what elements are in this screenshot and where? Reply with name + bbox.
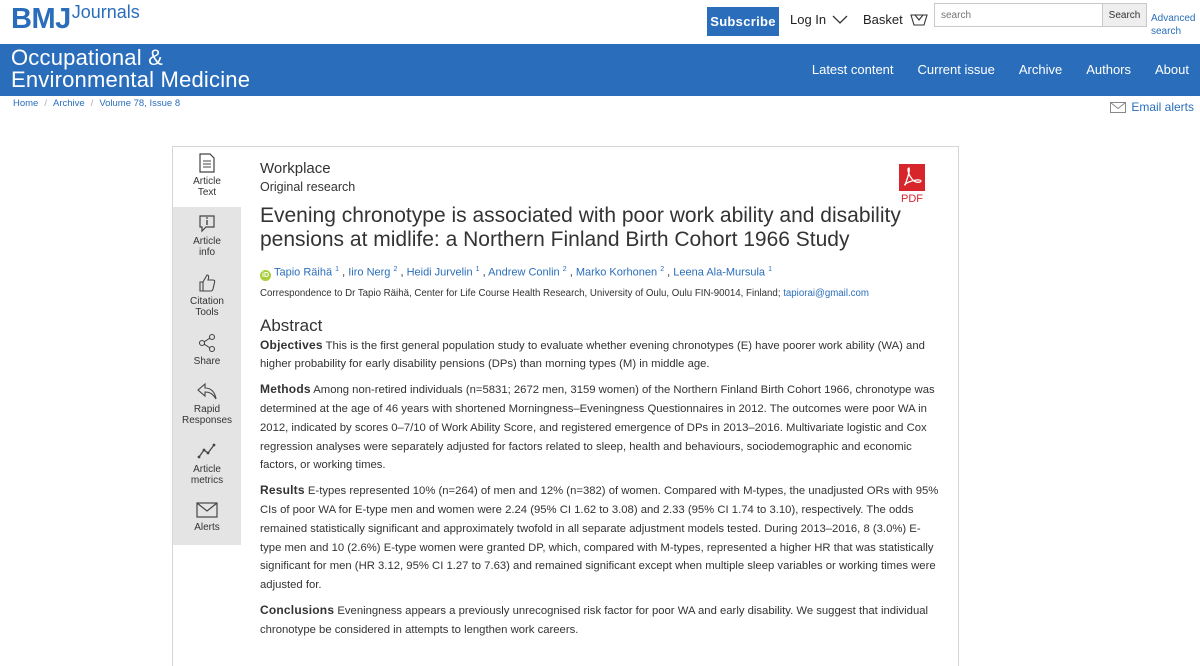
breadcrumb-archive[interactable]: Archive [52, 98, 85, 109]
conclusions-label: Conclusions [260, 603, 335, 618]
metrics-icon [197, 441, 217, 461]
tab-label-line2: Text [197, 187, 217, 198]
envelope-icon [196, 501, 218, 519]
tab-citation-tools[interactable] [173, 267, 241, 327]
nav-current-issue[interactable]: Current issue [917, 62, 995, 77]
chevron-down-icon [832, 15, 848, 25]
tab-label-line2: Responses [181, 415, 233, 426]
thumbs-up-icon [197, 273, 217, 293]
correspondence-text: Correspondence to Dr Tapio Räihä, Center for Life Course Health Research, University of Oulu, Oulu FIN-90014, Finland; [260, 287, 781, 299]
tab-label-line1: Article [193, 176, 221, 187]
tab-share[interactable] [173, 327, 241, 375]
bmj-journals-logo[interactable] [11, 3, 140, 39]
objectives-label: Objectives [260, 337, 323, 352]
abstract-conclusions [260, 601, 940, 640]
tab-article-info[interactable] [173, 207, 241, 267]
tab-label-line1: Article [193, 236, 221, 247]
breadcrumb-separator: / [90, 98, 94, 109]
tab-article-metrics[interactable] [173, 435, 241, 495]
article-type: Original research [260, 180, 356, 194]
envelope-icon [1110, 102, 1126, 113]
abstract-objectives [260, 336, 940, 375]
author-link[interactable]: Leena Ala-Mursula [673, 266, 766, 279]
author-link[interactable]: Heidi Jurvelin [406, 266, 473, 279]
abstract-heading: Abstract [260, 315, 323, 335]
reply-icon [196, 381, 218, 401]
author-list: iD Tapio Räihä $^1$ , Iiro Nerg $^2$ , Heidi Jurvelin $^1$ , Andrew Conlin $^2$ , Marko Korhonen $^2$ , Leena Ala-Mursula $^1$ [262, 266, 772, 279]
tab-label-line1: Share [193, 356, 221, 367]
tab-label-line2: metrics [190, 475, 224, 486]
tab-article-text[interactable] [173, 147, 241, 207]
document-icon [198, 153, 216, 173]
nav-latest-content[interactable]: Latest content [811, 62, 894, 77]
journal-banner [0, 44, 1200, 96]
author-affiliation: 2 [562, 266, 567, 273]
correspondence-email-link[interactable]: tapiorai@gmail.com [783, 287, 869, 299]
email-alerts-label: Email alerts [1131, 100, 1194, 114]
breadcrumb-home[interactable]: Home [13, 98, 39, 109]
email-alerts-link[interactable] [1110, 100, 1194, 114]
abstract-methods [260, 380, 940, 475]
logo-bmj-text: BMJ [11, 3, 71, 35]
tab-rapid-responses[interactable] [173, 375, 241, 435]
journal-title-line2: Environmental Medicine [11, 67, 251, 92]
author-link[interactable]: Marko Korhonen [575, 266, 658, 279]
subscribe-button[interactable]: Subscribe [707, 7, 779, 36]
basket-icon [910, 13, 928, 27]
basket-button[interactable] [863, 12, 928, 27]
nav-archive[interactable]: Archive [1018, 62, 1063, 77]
search-input[interactable] [934, 3, 1109, 27]
author-affiliation: 2 [660, 266, 665, 273]
tab-label-line1: Article [193, 464, 221, 475]
objectives-text: This is the first general population study to evaluate whether evening chronotypes (E) have poorer work ability (WA) and higher probability for early disability pensions (DPs) than morning types (M) in middle age. [260, 339, 925, 371]
results-label: Results [260, 483, 305, 498]
tab-label-line2: Tools [195, 307, 219, 318]
conclusions-text: Eveningness appears a previously unrecognised risk factor for poor WA and early disability. We suggest that individual chronotype be considered in attempts to lengthen work careers. [260, 605, 929, 636]
basket-label: Basket [863, 12, 903, 27]
info-icon [197, 213, 217, 233]
journal-title[interactable] [11, 47, 250, 91]
article-section: Workplace [260, 160, 331, 177]
abstract-results [260, 481, 940, 595]
article-side-tabs [173, 147, 241, 545]
author-affiliation: 2 [393, 266, 398, 273]
main-nav [812, 62, 1189, 77]
results-text: E-types represented 10% (n=264) of men and 12% (n=382) of women. Compared with M-types, the unadjusted ORs with 95% CIs of poor WA for E-type men and women were 2.24 (95% CI 1.62 to 3.08) and 2.33 (95% CI 1.74 to 3.10), respectively. The odds remained statistically significant and approximately twofold in all separate adjustment models tested. During 2013–2016, 8 (3.0%) E-type men and 10 (2.6%) E-type women were granted DP, which, compared with M-types, represented a higher HR that was statistically significant for men (HR 3.12, 95% CI 1.27 to 7.63) and remained significant except when multiple sleep variables or working times were adjusted for. [260, 485, 939, 592]
pdf-label: PDF [901, 193, 923, 205]
search-button[interactable]: Search [1102, 3, 1147, 27]
tab-label-line1: Citation [190, 296, 224, 307]
logo-journals-text: Journals [71, 2, 140, 22]
journal-title-line1: Occupational & [11, 45, 163, 70]
methods-text: Among non-retired individuals (n=5831; 2672 men, 3159 women) of the Northern Finland Birth Cohort 1966, chronotype was determined at the age of 46 years with shortened Morningness–Eveningness Questionnaires in 2012. The outcomes were poor WA in 2012, indicated by scores 0–7/10 of Work Ability Score, and registered emergence of DPs in 2013–2016. Multivariate logistic and Cox regression analyses were separately adjusted for factors related to sleep, health and behaviours, sociodemographic and economic factors, or working times. [260, 384, 935, 472]
breadcrumb-issue[interactable]: Volume 78, Issue 8 [99, 98, 181, 109]
article-content [260, 160, 940, 640]
share-icon [197, 333, 217, 353]
tab-label-line2: info [198, 247, 216, 258]
advanced-search-link[interactable]: Advanced search [1151, 13, 1196, 37]
correspondence [260, 288, 940, 300]
breadcrumb [13, 98, 180, 109]
author-link[interactable]: Iiro Nerg [348, 266, 391, 279]
login-button[interactable] [790, 12, 848, 27]
author-affiliation: 1 [335, 266, 340, 273]
breadcrumb-separator: / [44, 98, 47, 109]
top-bar [0, 0, 1200, 44]
nav-about[interactable]: About [1155, 62, 1189, 77]
methods-label: Methods [260, 382, 311, 397]
author-link[interactable]: Andrew Conlin [488, 266, 560, 279]
article-title: Evening chronotype is associated with poor work ability and disability pensions at midlife: a Northern Finland Birth Cohort 1966 Study [260, 204, 901, 251]
login-label: Log In [790, 12, 827, 27]
tab-label-line1: Rapid [193, 404, 221, 415]
author-affiliation: 1 [768, 266, 772, 273]
nav-authors[interactable]: Authors [1086, 62, 1132, 77]
orcid-icon[interactable]: iD [262, 271, 269, 279]
author-affiliation: 1 [475, 266, 480, 273]
author-link[interactable]: Tapio Räihä [274, 266, 333, 279]
tab-alerts[interactable] [173, 495, 241, 545]
tab-label-line1: Alerts [194, 522, 220, 533]
